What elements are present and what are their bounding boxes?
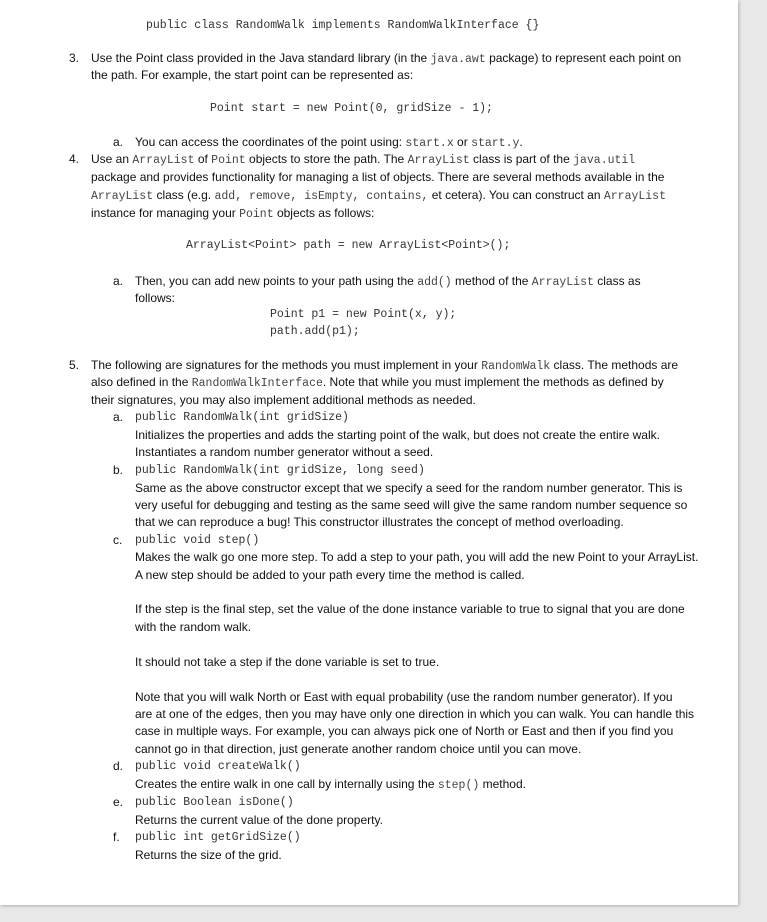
item-4a-marker: a. bbox=[113, 274, 124, 288]
item-5d-desc-1: Creates the entire walk in one call by internally using the step() method. bbox=[135, 777, 526, 792]
item-5c-desc-2: A new step should be added to your path every time the method is called. bbox=[135, 568, 525, 582]
getgridsize-signature: public int getGridSize() bbox=[135, 831, 301, 844]
step-signature: public void step() bbox=[135, 534, 260, 547]
item-4a-line-1: Then, you can add new points to your path using the add() method of the ArrayList class as bbox=[135, 274, 641, 289]
item-5b-desc-3: that we can reproduce a bug! This constructor illustrates the concept of method overloading. bbox=[135, 515, 624, 529]
item-5a-marker: a. bbox=[113, 410, 124, 424]
item-5-line-2: also defined in the RandomWalkInterface. Note that while you must implement the methods as defined by bbox=[91, 375, 664, 390]
item-4-line-2: package and provides functionality for managing a list of objects. There are several methods available in the bbox=[91, 170, 665, 184]
item-5c-desc-6: Note that you will walk North or East with equal probability (use the random number generator). If you bbox=[135, 690, 673, 704]
item-5c-desc-5: It should not take a step if the done variable is set to true. bbox=[135, 655, 440, 669]
item-5c-desc-1: Makes the walk go one more step. To add a step to your path, you will add the new Point to your ArrayList. bbox=[135, 550, 699, 564]
createwalk-signature: public void createWalk() bbox=[135, 760, 301, 773]
item-5b-desc-1: Same as the above constructor except that we specify a seed for the random number generator. This is bbox=[135, 481, 683, 495]
path-add-code: path.add(p1); bbox=[270, 325, 360, 338]
item-5a-desc-2: Instantiates a random number generator without a seed. bbox=[135, 445, 434, 459]
item-5-marker: 5. bbox=[69, 358, 80, 372]
item-3a-text: You can access the coordinates of the point using: start.x or start.y. bbox=[135, 135, 523, 150]
item-3-marker: 3. bbox=[69, 51, 80, 65]
item-4-marker: 4. bbox=[69, 152, 80, 166]
item-5c-desc-7: are at one of the edges, then you may have only one direction in which you can walk. You can handle this bbox=[135, 707, 695, 721]
item-5c-desc-3: If the step is the final step, set the value of the done instance variable to true to signal that you are done bbox=[135, 602, 685, 616]
item-3-line-2: the path. For example, the start point can be represented as: bbox=[91, 68, 414, 82]
item-5f-marker: f. bbox=[113, 830, 120, 844]
item-5c-desc-4: with the random walk. bbox=[135, 620, 252, 634]
class-declaration-code: public class RandomWalk implements RandomWalkInterface {} bbox=[146, 19, 540, 32]
item-5b-desc-2: very useful for debugging and testing as the same seed will give the same random number sequence so bbox=[135, 498, 688, 512]
point-p1-code: Point p1 = new Point(x, y); bbox=[270, 308, 457, 321]
item-3-line-1: Use the Point class provided in the Java standard library (in the java.awt package) to represent each point on bbox=[91, 51, 682, 66]
item-5-line-3: their signatures, you may also implement additional methods as needed. bbox=[91, 393, 476, 407]
arraylist-code: ArrayList<Point> path = new ArrayList<Point>(); bbox=[186, 239, 511, 252]
item-4-line-4: instance for managing your Point objects as follows: bbox=[91, 206, 375, 221]
item-5-line-1: The following are signatures for the methods you must implement in your RandomWalk class. The methods are bbox=[91, 358, 679, 373]
constructor-signature-2: public RandomWalk(int gridSize, long seed) bbox=[135, 464, 425, 477]
item-5d-marker: d. bbox=[113, 759, 124, 773]
item-5c-desc-8: case in multiple ways. For example, you can always pick one of North or East and then if you find you bbox=[135, 724, 674, 738]
constructor-signature-1: public RandomWalk(int gridSize) bbox=[135, 411, 349, 424]
item-5e-desc-1: Returns the current value of the done property. bbox=[135, 813, 383, 827]
item-3a-marker: a. bbox=[113, 135, 124, 149]
item-4a-line-2: follows: bbox=[135, 291, 176, 305]
item-5f-desc-1: Returns the size of the grid. bbox=[135, 848, 282, 862]
java-awt-code: java.awt bbox=[430, 53, 486, 66]
item-5a-desc-1: Initializes the properties and adds the starting point of the walk, but does not create the entire walk. bbox=[135, 428, 660, 442]
item-4-line-3: ArrayList class (e.g. add, remove, isEmpty, contains, et cetera). You can construct an ArrayList bbox=[91, 188, 666, 203]
isdone-signature: public Boolean isDone() bbox=[135, 796, 294, 809]
item-5b-marker: b. bbox=[113, 463, 124, 477]
point-start-code: Point start = new Point(0, gridSize - 1); bbox=[210, 102, 493, 115]
item-5e-marker: e. bbox=[113, 795, 124, 809]
item-4-line-1: Use an ArrayList of Point objects to store the path. The ArrayList class is part of the java.util bbox=[91, 152, 636, 167]
item-5c-marker: c. bbox=[113, 533, 123, 547]
item-5c-desc-9: cannot go in that direction, just generate another random choice until you can move. bbox=[135, 742, 582, 756]
